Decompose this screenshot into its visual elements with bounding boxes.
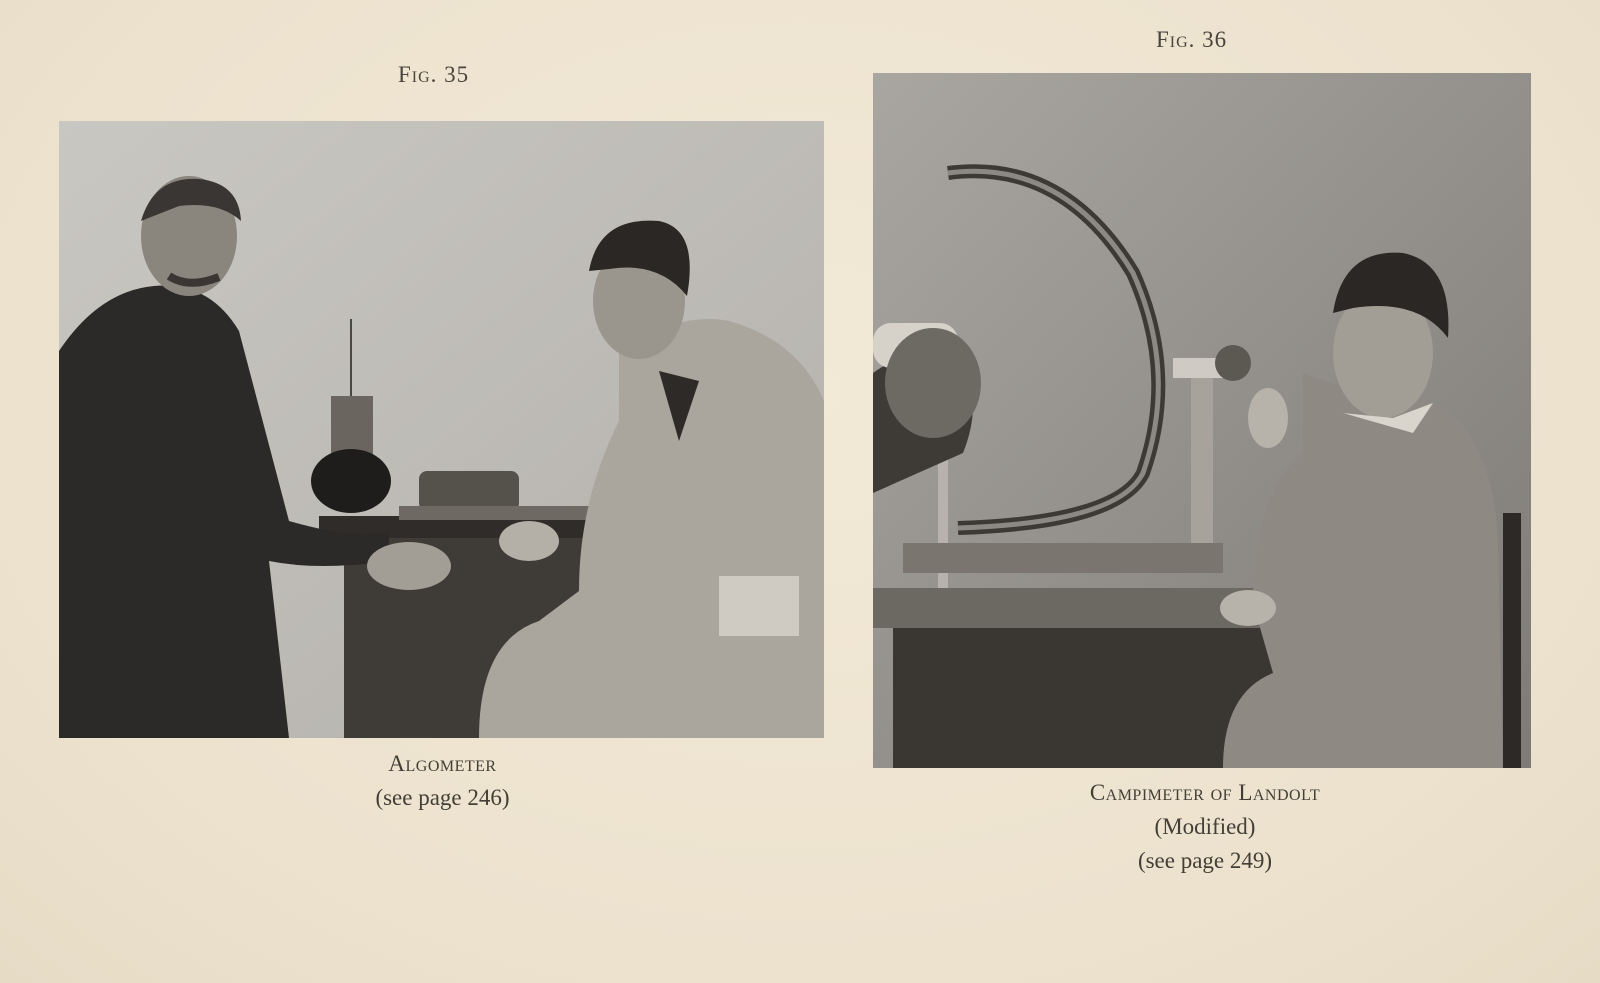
figure-36-caption-line-1: (Modified) [1154,814,1256,839]
figure-35-caption-line: (see page 246) [375,785,510,810]
figure-35-caption [300,751,585,811]
figure-36-caption-line-2: (see page 249) [1137,848,1273,873]
figure-36-caption [1045,780,1365,874]
figure-36-label: Fig. 36 [1156,27,1228,52]
figure-36-caption-title: Campimeter of Landolt [1089,780,1321,805]
figure-35-caption-title: Algometer [388,751,497,776]
figure-36-photo [873,73,1531,768]
figure-35-label: Fig. 35 [398,62,470,87]
figure-35-photo [59,121,824,738]
